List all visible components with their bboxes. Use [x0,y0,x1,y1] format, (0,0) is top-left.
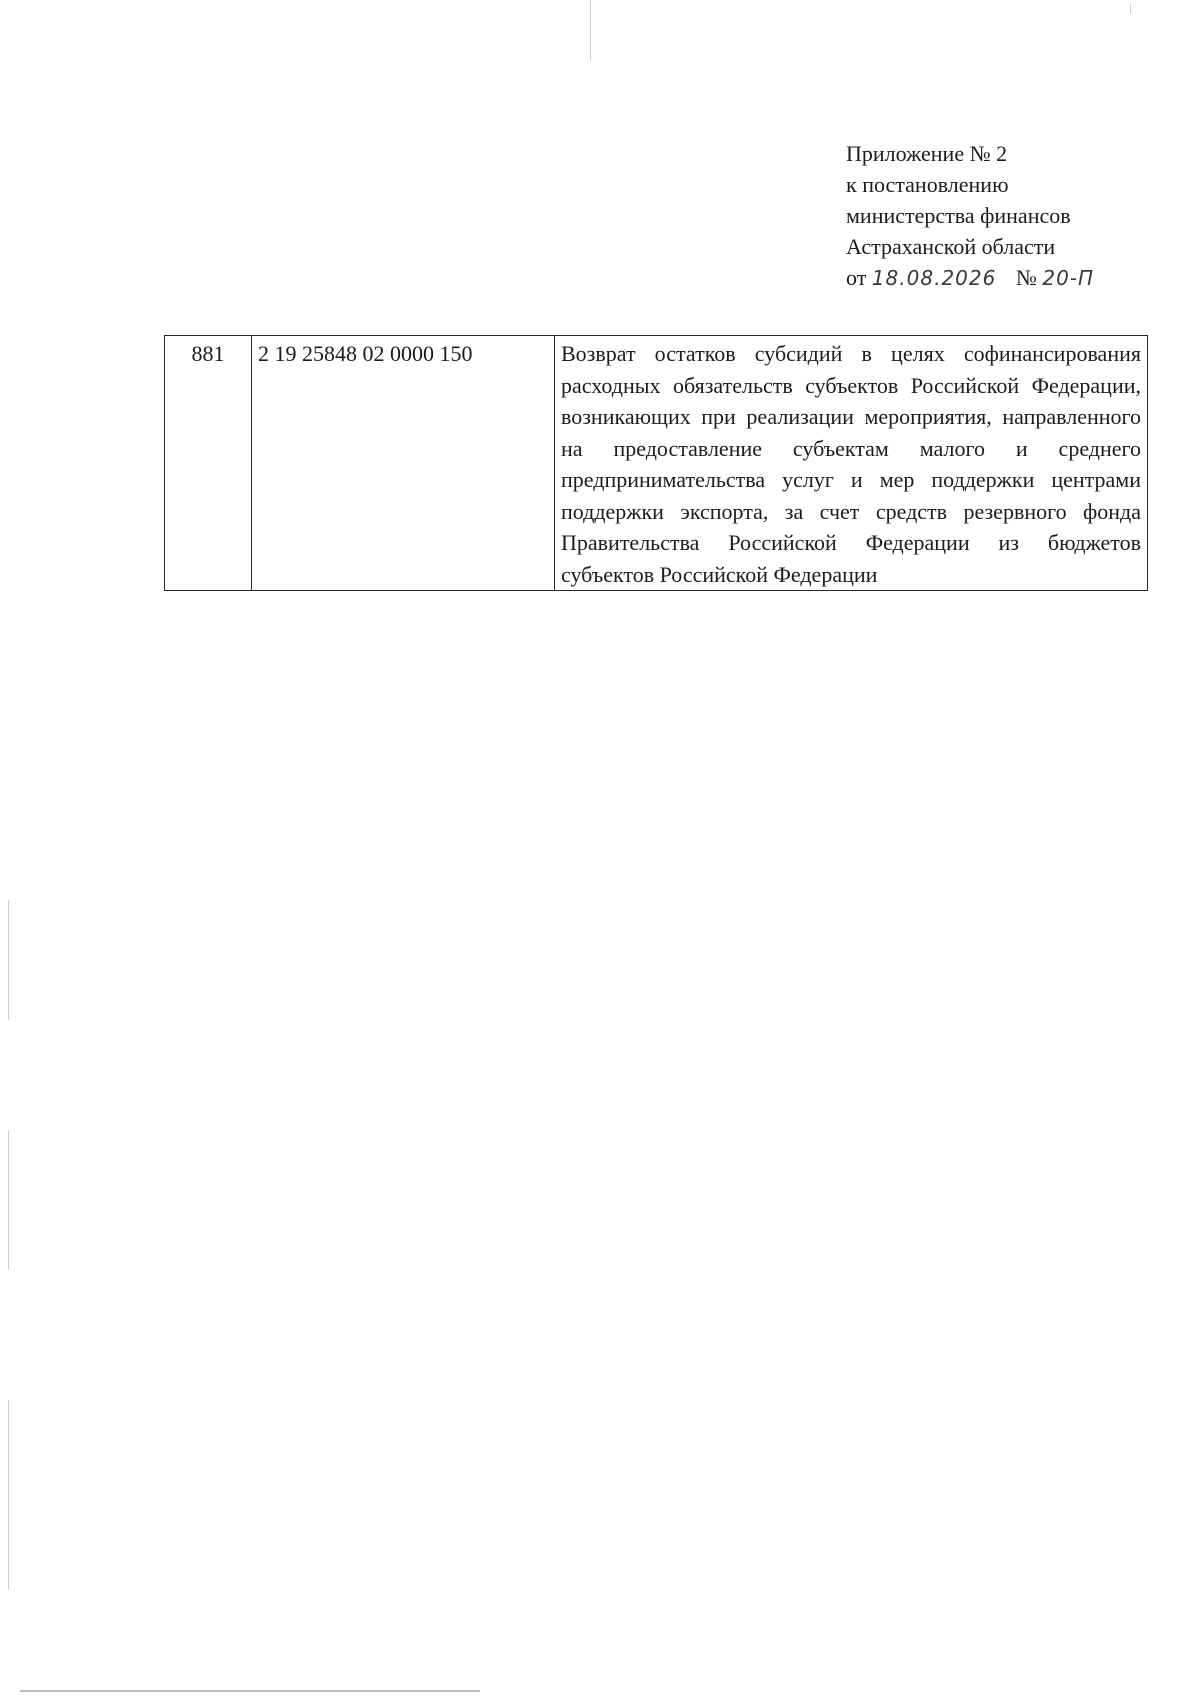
table-row [165,336,1148,591]
budget-code-cell: 2 19 25848 02 0000 150 [252,336,555,591]
handwritten-number: 20-П [1042,266,1095,290]
scan-artifact [8,1130,9,1270]
appendix-header [846,138,1094,294]
appendix-line: Астраханской области [846,234,1056,259]
handwritten-date: 18.08.2026 [871,266,997,290]
appendix-title: Приложение № 2 [846,141,1008,166]
code-name-cell: Возврат остатков субсидий в целях софинансирования расходных обязательств субъектов Российской Федерации, возникающих при реализации мероприятия, направленного на предоставление субъектам малого и среднего предпринимательства услуг и мер поддержки центрами поддержки экспорта, за счет средств резервного фонда Правительства Российской Федерации из бюджетов субъектов Российской Федерации [555,336,1148,591]
admin-code-cell: 881 [165,336,252,591]
scan-artifact [1130,4,1131,14]
scan-artifact [590,0,591,60]
scan-artifact [8,1400,9,1590]
scan-artifact [20,1690,480,1692]
appendix-line: к постановлению [846,172,1009,197]
budget-codes-table [164,335,1148,591]
scan-artifact [8,900,9,1020]
number-prefix: № [1015,265,1037,290]
appendix-line: министерства финансов [846,203,1071,228]
appendix-date-line [846,262,1094,294]
date-prefix: от [846,265,867,290]
